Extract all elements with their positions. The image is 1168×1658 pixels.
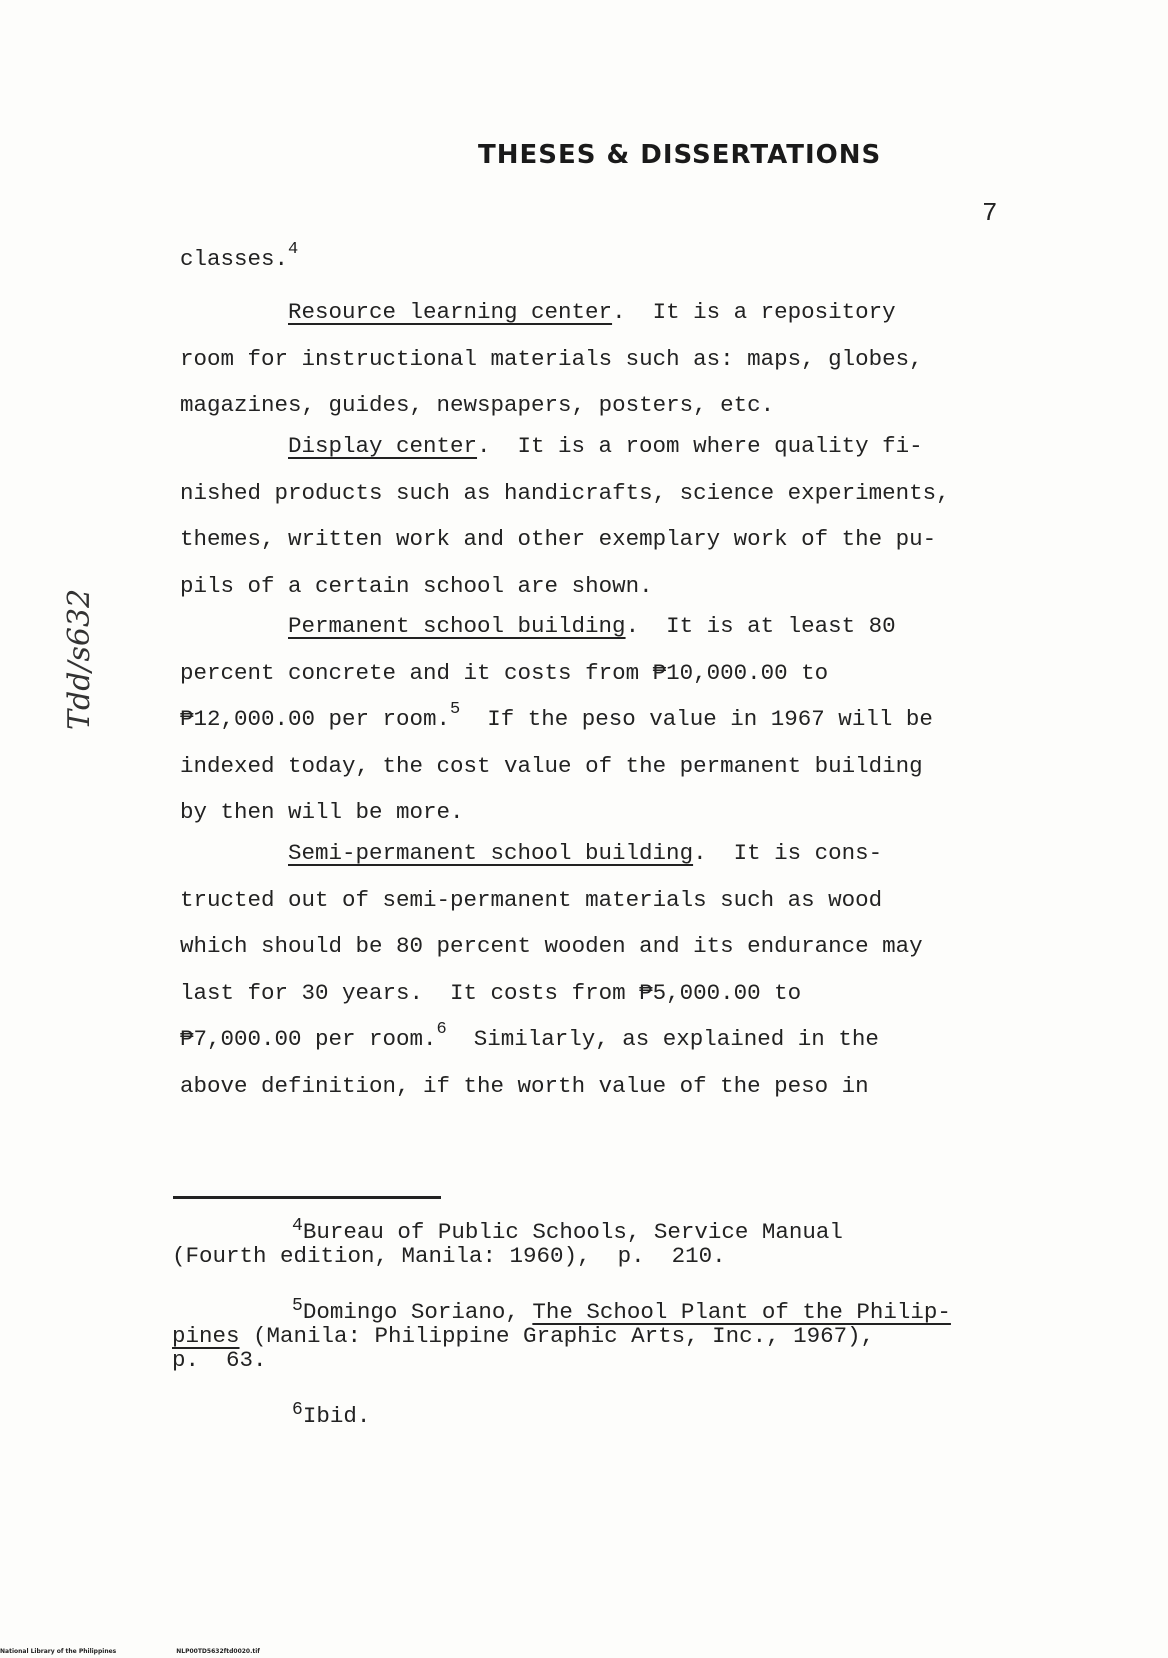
paragraph-resource-center: Resource learning center. It is a repository room for instructional materials such as: maps, globes, magazines, guides, newspapers, posters, etc.: [180, 299, 923, 418]
term-display-center: Display center: [288, 433, 478, 459]
footnote-6: $^6$Ibid.: [292, 1400, 371, 1429]
footnote-ref-6: 6: [436, 1020, 447, 1039]
footnote-divider: [173, 1196, 441, 1199]
footnote-4: $^4$Bureau of Public Schools, Service Manual (Fourth edition, Manila: 1960), p. 210.: [172, 1216, 843, 1269]
footnote-ref-4: 4: [288, 240, 299, 259]
theses-dissertations-stamp: THESES & DISSERTATIONS: [478, 140, 882, 170]
handwritten-call-number: Tdd/s632: [62, 588, 97, 730]
page-number: 7: [982, 198, 998, 228]
footnote-5-book-title: The School Plant of the Philip-: [532, 1299, 951, 1325]
footnote-5: $^5$Domingo Soriano, The School Plant of the Philip- pines (Manila: Philippine Graphic Arts, Inc., 1967), p. 63.: [172, 1296, 951, 1373]
body-line-classes: classes.$^4$: [180, 240, 299, 272]
term-semi-permanent-school-building: Semi-permanent school building: [288, 840, 694, 866]
paragraph-display-center: Display center. It is a room where quality fi- nished products such as handicrafts, science experiments, themes, written work and other exemplary work of the pu- pils of a certain school are shown.: [180, 433, 950, 599]
footnote-ref-5: 5: [450, 700, 461, 719]
paragraph-semi-permanent-building: Semi-permanent school building. It is cons- tructed out of semi-permanent materials such as wood which should be 80 percent wooden and its endurance may last for 30 years. It costs from ₱5,000.00 to ₱7,000.00 per room.$^6$ Similarly, as explained in the above definition, if the worth value of the peso in: [180, 840, 923, 1099]
term-permanent-school-building: Permanent school building: [288, 613, 626, 639]
paragraph-permanent-building: Permanent school building. It is at least 80 percent concrete and it costs from ₱10,000.00 to ₱12,000.00 per room.$^5$ If the peso value in 1967 will be indexed today, the cost value of the permanent building by then will be more.: [180, 613, 933, 825]
scan-footer: National Library of the Philippines NLP00TD5632ftd0020.tif: [0, 1648, 260, 1655]
term-resource-learning-center: Resource learning center: [288, 299, 613, 325]
